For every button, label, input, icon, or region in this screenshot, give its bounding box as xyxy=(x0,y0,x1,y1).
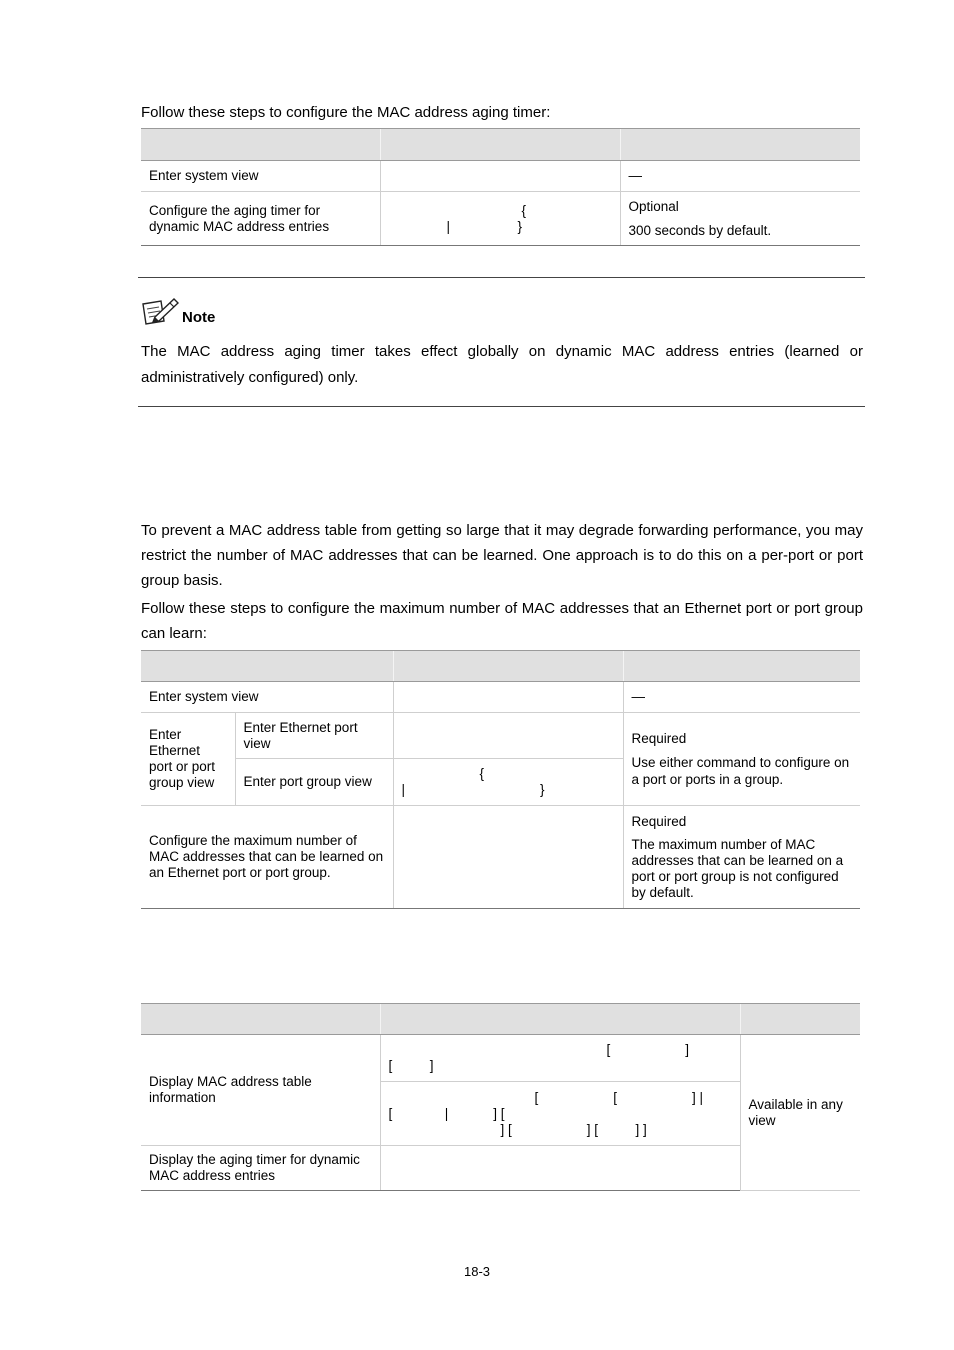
command-cell xyxy=(393,713,623,759)
remarks-line: Optional xyxy=(628,198,679,214)
remarks-cell: — xyxy=(620,161,860,192)
command-line: | } xyxy=(401,782,545,797)
command-cell xyxy=(380,1035,740,1082)
table-row xyxy=(141,682,860,713)
task-cell: Display MAC address table information xyxy=(141,1035,380,1146)
task-cell: Configure the aging timer for dynamic MAC address entries xyxy=(141,192,380,246)
command-cell xyxy=(393,759,623,806)
table-header-row xyxy=(141,129,860,161)
note-pencil-icon xyxy=(141,295,181,327)
command-cell xyxy=(393,682,623,713)
section-paragraph: To prevent a MAC address table from getting so large that it may degrade forwarding performance, you may restrict the number of MAC addresses that can be learned. One approach is to do this on a per-port or port group basis. xyxy=(141,522,863,589)
note-text: The MAC address aging timer takes effect globally on dynamic MAC address entries (learned or administratively configured) only. xyxy=(141,343,863,386)
remarks-line: 300 seconds by default. xyxy=(628,222,772,238)
remarks-cell xyxy=(623,713,860,806)
command-line: [ | ] [ xyxy=(388,1105,505,1121)
remarks-line: Use either command to configure on a port or ports in a group. xyxy=(631,754,850,787)
table-row xyxy=(141,192,860,246)
aging-timer-table xyxy=(141,128,860,246)
task-cell: Configure the maximum number of MAC addresses that can be learned on an Ethernet port or port group. xyxy=(141,806,393,909)
remarks-cell xyxy=(620,192,860,246)
intro-text: Follow these steps to configure the MAC address aging timer: xyxy=(141,104,551,121)
remarks-cell xyxy=(623,806,860,909)
command-line: | } xyxy=(446,218,523,234)
subtask-cell: Enter Ethernet port view xyxy=(235,713,393,759)
note-bottom-rule xyxy=(138,406,865,407)
note-label: Note xyxy=(182,309,216,326)
note-top-rule xyxy=(138,277,865,278)
table-header-row xyxy=(141,1004,860,1035)
command-line: [ [ ] | xyxy=(534,1089,704,1105)
command-line: [ ] xyxy=(388,1058,434,1073)
task-cell: Enter system view xyxy=(141,161,380,192)
command-cell xyxy=(380,192,620,246)
page-number: 18-3 xyxy=(463,1264,491,1279)
max-mac-table xyxy=(141,650,860,909)
table-row xyxy=(141,713,860,759)
table-row xyxy=(141,1035,860,1082)
table-header-row xyxy=(141,651,860,682)
display-commands-table xyxy=(141,1003,860,1191)
command-cell xyxy=(380,1146,740,1191)
group-task-cell: Enter Ethernet port or port group view xyxy=(141,713,235,806)
task-cell: Display the aging timer for dynamic MAC address entries xyxy=(141,1146,380,1191)
task-cell: Enter system view xyxy=(141,682,393,713)
remarks-line: Required xyxy=(631,813,687,829)
command-line: [ ] xyxy=(606,1042,690,1057)
remarks-line: The maximum number of MAC addresses that can be learned on a port or port group is not configured by default. xyxy=(631,836,844,900)
command-cell xyxy=(380,1082,740,1146)
section-paragraph: Follow these steps to configure the maximum number of MAC addresses that an Ethernet port or port group can learn: xyxy=(141,600,863,642)
command-cell xyxy=(380,161,620,192)
command-cell xyxy=(393,806,623,909)
subtask-cell: Enter port group view xyxy=(235,759,393,806)
table-row xyxy=(141,161,860,192)
remarks-line: Required xyxy=(631,730,687,746)
command-line: { xyxy=(479,766,485,781)
remarks-cell: Available in any view xyxy=(740,1035,860,1191)
remarks-cell: — xyxy=(623,682,860,713)
command-line: ] [ ] [ ] ] xyxy=(500,1121,647,1137)
table-row xyxy=(141,806,860,909)
command-line: { xyxy=(521,202,527,218)
